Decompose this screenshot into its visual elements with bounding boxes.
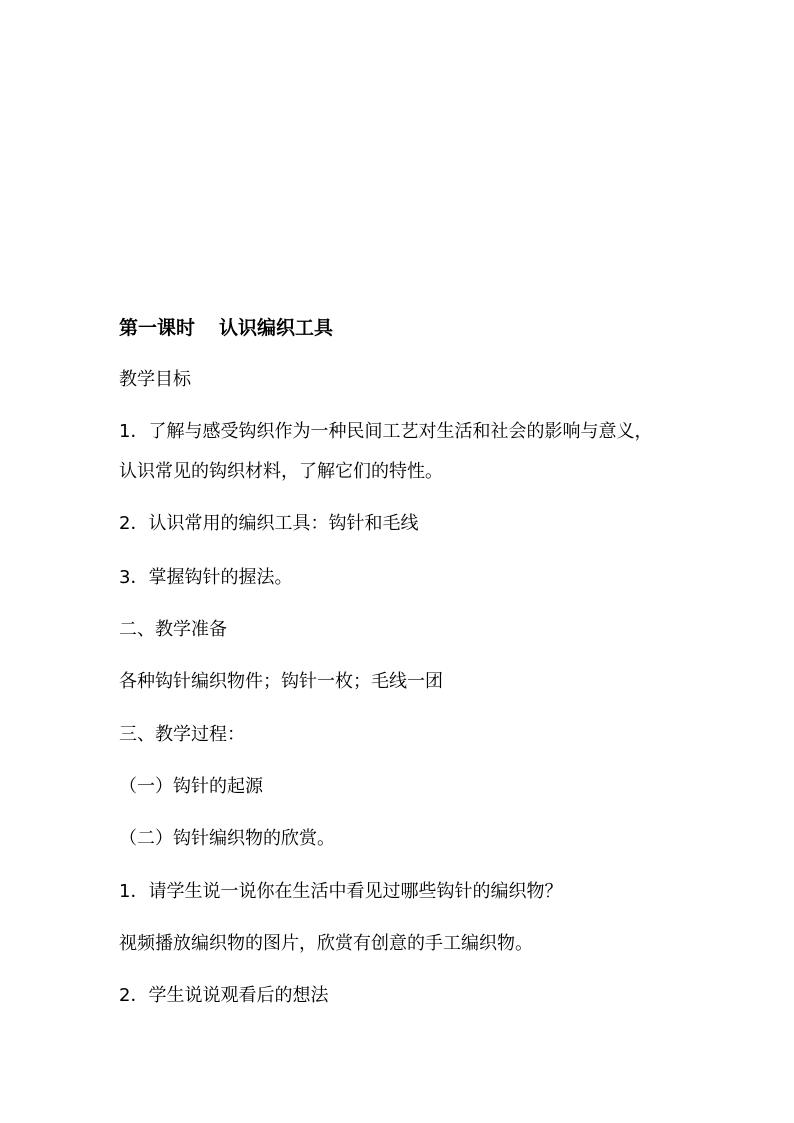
process-step-1: （一）钩针的起源 xyxy=(119,776,263,797)
objective-2: 2．认识常用的编织工具：钩针和毛线 xyxy=(119,513,419,534)
process-step-2: （二）钩针编织物的欣赏。 xyxy=(119,828,335,849)
question-1: 1．请学生说一说你在生活中看见过哪些钩针的编织物？ xyxy=(119,881,563,902)
question-2: 2．学生说说观看后的想法 xyxy=(119,985,329,1006)
lesson-title xyxy=(119,316,333,340)
title-part-1: 第一课时 xyxy=(119,317,196,339)
objective-1-continued: 认识常见的钩织材料，了解它们的特性。 xyxy=(119,461,443,482)
section-heading-process: 三、教学过程： xyxy=(119,724,245,745)
objective-3: 3．掌握钩针的握法。 xyxy=(119,567,293,588)
section-heading-objectives: 教学目标 xyxy=(119,369,191,390)
section-heading-preparation: 二、教学准备 xyxy=(119,619,227,640)
preparation-items: 各种钩针编织物件；钩针一枚；毛线一团 xyxy=(119,671,443,692)
objective-1: 1．了解与感受钩织作为一种民间工艺对生活和社会的影响与意义， xyxy=(119,421,653,442)
video-description: 视频播放编织物的图片，欣赏有创意的手工编织物。 xyxy=(119,933,533,954)
title-part-2: 认识编织工具 xyxy=(219,317,334,339)
